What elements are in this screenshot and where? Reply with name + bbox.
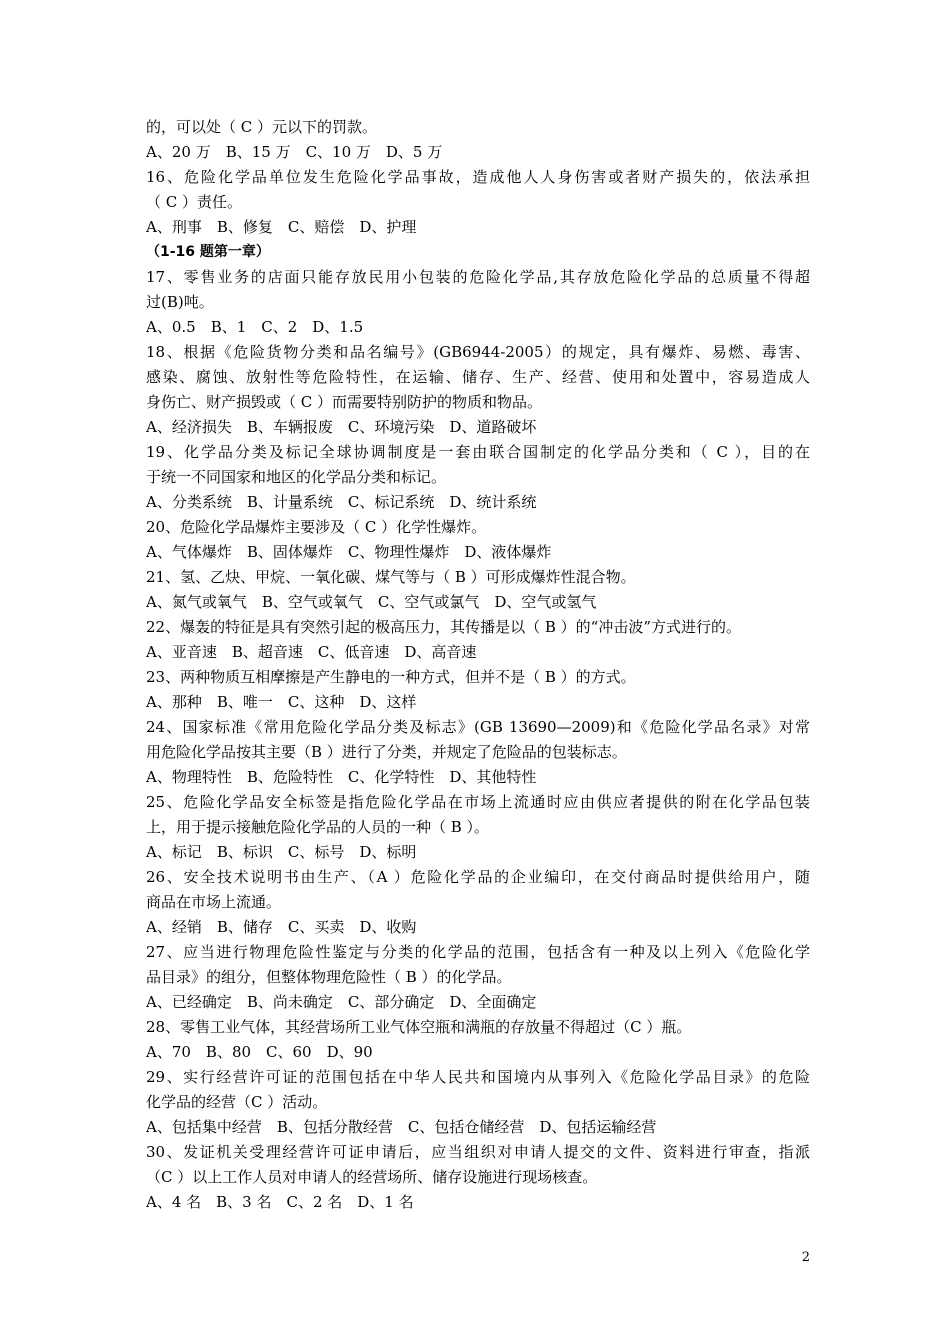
page-number: 2 — [801, 1250, 810, 1265]
text-line: A、刑事 B、修复 C、赔偿 D、护理 — [146, 218, 417, 236]
text-line: A、氮气或氧气 B、空气或氧气 C、空气或氯气 D、空气或氢气 — [146, 593, 597, 611]
text-line: 16、危险化学品单位发生危险化学品事故，造成他人人身伤害或者财产损失的，依法承担 — [146, 168, 810, 186]
text-line: A、标记 B、标识 C、标号 D、标明 — [146, 843, 417, 861]
text-line: A、4 名 B、3 名 C、2 名 D、1 名 — [146, 1193, 414, 1211]
text-line: 用危险化学品按其主要（B ）进行了分类，并规定了危险品的包装标志。 — [146, 743, 627, 761]
text-line: 20、危险化学品爆炸主要涉及（ C ）化学性爆炸。 — [146, 518, 487, 536]
text-line: 26、安全技术说明书由生产、（A ）危险化学品的企业编印，在交付商品时提供给用户，随 — [146, 868, 810, 886]
section-note: （1-16 题第一章） — [146, 244, 270, 260]
text-line: A、经济损失 B、车辆报废 C、环境污染 D、道路破坏 — [146, 418, 537, 436]
text-line: （ C ）责任。 — [146, 193, 243, 211]
text-line: 18、根据《危险货物分类和品名编号》(GB6944-2005）的规定，具有爆炸、易燃、毒害、 — [146, 343, 810, 361]
text-line: 于统一不同国家和地区的化学品分类和标记。 — [146, 468, 447, 486]
text-line: 29、实行经营许可证的范围包括在中华人民共和国境内从事列入《危险化学品目录》的危险 — [146, 1068, 810, 1086]
text-line: A、物理特性 B、危险特性 C、化学特性 D、其他特性 — [146, 768, 537, 786]
text-line: 化学品的经营（C ）活动。 — [146, 1093, 328, 1111]
text-line: 商品在市场上流通。 — [146, 893, 282, 911]
text-line: 感染、腐蚀、放射性等危险特性，在运输、储存、生产、经营、使用和处置中，容易造成人 — [146, 368, 810, 386]
text-line: A、20 万 B、15 万 C、10 万 D、5 万 — [146, 143, 443, 161]
text-line: A、70 B、80 C、60 D、90 — [146, 1043, 373, 1061]
text-line: A、0.5 B、1 C、2 D、1.5 — [146, 318, 364, 336]
text-line: 上，用于提示接触危险化学品的人员的一种（ B ）。 — [146, 818, 490, 836]
text-line: 27、应当进行物理危险性鉴定与分类的化学品的范围，包括含有一种及以上列入《危险化学 — [146, 943, 810, 961]
text-line: 身伤亡、财产损毁或（ C ）而需要特别防护的物质和物品。 — [146, 393, 543, 411]
text-line: 19、化学品分类及标记全球协调制度是一套由联合国制定的化学品分类和（ C ），目的在 — [146, 443, 810, 461]
text-line: A、那种 B、唯一 C、这种 D、这样 — [146, 693, 417, 711]
text-line: A、已经确定 B、尚未确定 C、部分确定 D、全面确定 — [146, 993, 537, 1011]
text-line: 17、零售业务的店面只能存放民用小包装的危险化学品,其存放危险化学品的总质量不得超 — [146, 268, 810, 286]
document-body — [146, 115, 810, 1215]
text-line: A、经销 B、储存 C、买卖 D、收购 — [146, 918, 417, 936]
text-line: 22、爆轰的特征是具有突然引起的极高压力，其传播是以（ B ）的“冲击波”方式进行的。 — [146, 618, 741, 636]
text-line: A、分类系统 B、计量系统 C、标记系统 D、统计系统 — [146, 493, 537, 511]
text-line: 23、两种物质互相摩擦是产生静电的一种方式，但并不是（ B ）的方式。 — [146, 668, 636, 686]
text-line: 30、发证机关受理经营许可证申请后，应当组织对申请人提交的文件、资料进行审查，指派 — [146, 1143, 810, 1161]
text-line: 的，可以处（ C ）元以下的罚款。 — [146, 118, 378, 136]
text-line: 过(B)吨。 — [146, 293, 214, 311]
text-line: A、气体爆炸 B、固体爆炸 C、物理性爆炸 D、液体爆炸 — [146, 543, 552, 561]
text-line: 24、国家标准《常用危险化学品分类及标志》(GB 13690—2009)和《危险化学品名录》对常 — [146, 718, 810, 736]
text-line: 28、零售工业气体，其经营场所工业气体空瓶和满瓶的存放量不得超过（C ）瓶。 — [146, 1018, 692, 1036]
text-line: 品目录》的组分，但整体物理危险性（ B ）的化学品。 — [146, 968, 512, 986]
text-line: A、包括集中经营 B、包括分散经营 C、包括仓储经营 D、包括运输经营 — [146, 1118, 657, 1136]
text-line: 25、危险化学品安全标签是指危险化学品在市场上流通时应由供应者提供的附在化学品包装 — [146, 793, 810, 811]
text-line: 21、氢、乙炔、甲烷、一氧化碳、煤气等与（ B ）可形成爆炸性混合物。 — [146, 568, 636, 586]
text-line: A、亚音速 B、超音速 C、低音速 D、高音速 — [146, 643, 477, 661]
text-line: （C ）以上工作人员对申请人的经营场所、储存设施进行现场核查。 — [146, 1168, 598, 1186]
